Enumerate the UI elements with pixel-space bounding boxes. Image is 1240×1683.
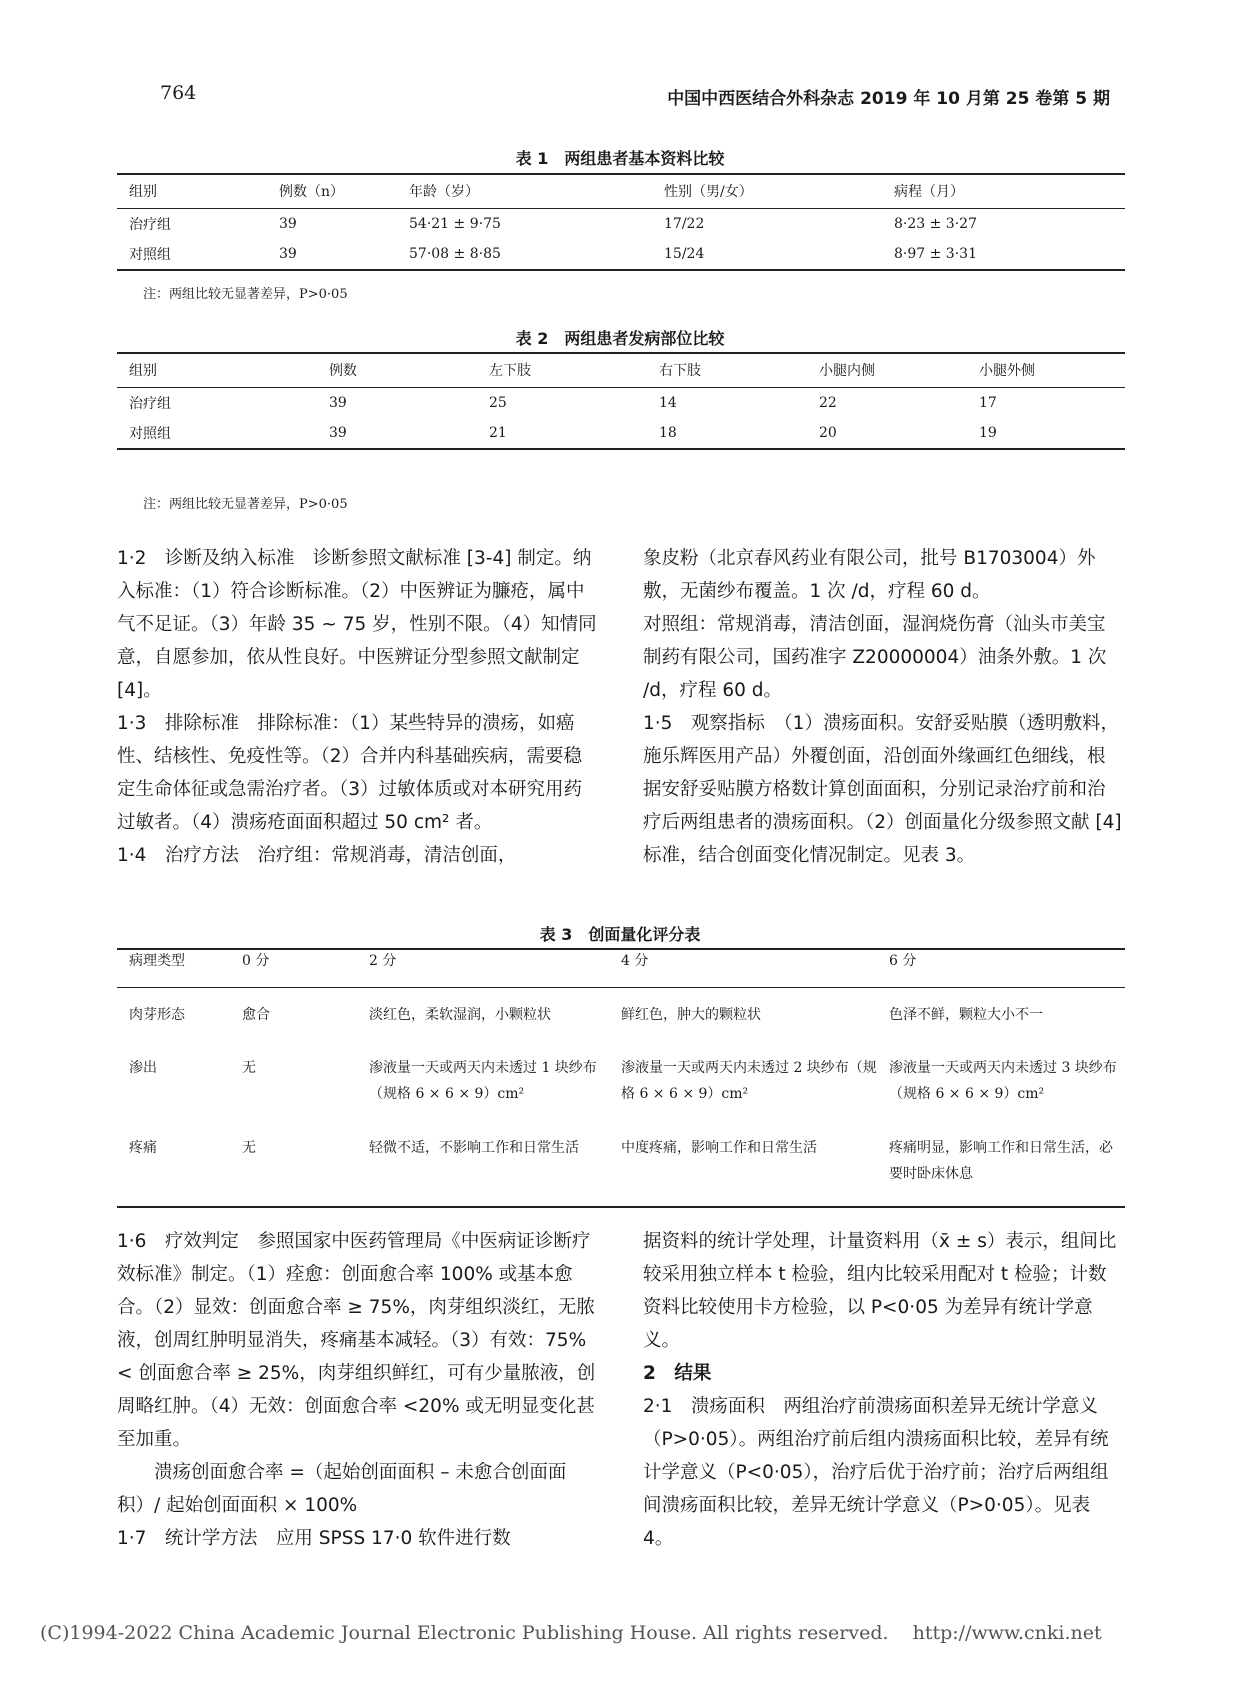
- table-header-cell: 例数（n）: [267, 174, 397, 208]
- table-header-cell: 例数: [317, 353, 477, 387]
- table2-note: 注：两组比较无显著差异，P>0·05: [143, 497, 348, 512]
- table-cell: 57·08 ± 8·85: [397, 239, 652, 270]
- table-header-cell: 病理类型: [117, 949, 230, 987]
- table-header-cell: 病程（月）: [882, 174, 1125, 208]
- table-row: [117, 1127, 1125, 1207]
- copyright-footer: [40, 1622, 1102, 1644]
- table-cell: 渗液量一天或两天内未透过 1 块纱布（规格 6 × 6 × 9）cm²: [369, 1060, 597, 1102]
- table-cell: 渗出: [129, 1060, 157, 1076]
- page-number: 764: [160, 82, 197, 104]
- table-row: [117, 987, 1125, 1045]
- paragraph: 1·3 排除标准 排除标准：（1）某些特异的溃疡，如癌性、结核性、免疫性等。（2）合并内科基础疾病，需要稳定生命体征或急需治疗者。（3）过敏体质或对本研究用药过敏者。（4）溃疡疮面面积超过 50 cm² 者。: [117, 713, 583, 833]
- table-cell: 17/22: [664, 215, 705, 232]
- paragraph: 2·1 溃疡面积 两组治疗前溃疡面积差异无统计学意义（P>0·05）。两组治疗前后组内溃疡面积比较，差异有统计学意义（P<0·05），治疗后优于治疗前；治疗后两组组间溃疡面积比较，差异无统计学意义（P>0·05）。见表 4。: [643, 1396, 1109, 1549]
- table-cell: 渗液量一天或两天内未透过 2 块纱布（规格 6 × 6 × 9）cm²: [621, 1060, 877, 1102]
- table-cell: 20: [807, 418, 967, 449]
- table-row: [117, 208, 1125, 239]
- table-cell: 渗液量一天或两天内未透过 3 块纱布（规格 6 × 6 × 9）cm²: [889, 1060, 1117, 1102]
- table-row: [117, 418, 1125, 449]
- left-column-2: [117, 1225, 597, 1555]
- table1: [117, 173, 1125, 271]
- paragraph: 据资料的统计学处理，计量资料用（x̄ ± s）表示，组间比较采用独立样本 t 检验，组内比较采用配对 t 检验；计数资料比较使用卡方检验，以 P<0·05 为差异有统计学意义。: [643, 1231, 1117, 1351]
- footer-url[interactable]: http://www.cnki.net: [912, 1622, 1102, 1644]
- table3-caption: 表 3 创面量化评分表: [539, 925, 701, 944]
- table-cell: 无: [242, 1060, 256, 1076]
- table-header-cell: 小腿外侧: [967, 353, 1125, 387]
- table-cell: 治疗组: [129, 216, 171, 233]
- right-column-2: [643, 1225, 1123, 1555]
- table-cell: 8·97 ± 3·31: [882, 239, 1125, 270]
- paragraph: 1·6 疗效判定 参照国家中医药管理局《中医病证诊断疗效标准》制定。（1）痊愈：创面愈合率 100% 或基本愈合。（2）显效：创面愈合率 ≥ 75%，肉芽组织淡红，无脓液，创周红肿明显消失，疼痛基本减轻。（3）有效：75%< 创面愈合率 ≥ 25%，肉芽组织鲜红，可有少量脓液，创周略红肿。（4）无效：创面愈合率 <20% 或无明显变化甚至加重。: [117, 1231, 596, 1450]
- table-cell: 肉芽形态: [129, 1006, 185, 1023]
- table-header-cell: 性别（男/女）: [652, 174, 882, 208]
- table-cell: 愈合: [242, 1006, 270, 1023]
- paragraph: 1·7 统计学方法 应用 SPSS 17·0 软件进行数: [117, 1528, 511, 1549]
- table-cell: 39: [317, 418, 477, 449]
- table-cell: 淡红色，柔软湿润，小颗粒状: [369, 1006, 551, 1023]
- table-cell: 15/24: [652, 239, 882, 270]
- table-header-cell: 年龄（岁）: [397, 174, 652, 208]
- table-cell: 中度疼痛，影响工作和日常生活: [609, 1127, 877, 1207]
- table-cell: 39: [267, 239, 397, 270]
- table-cell: 54·21 ± 9·75: [409, 215, 501, 232]
- table-row: [117, 239, 1125, 270]
- table2-caption: 表 2 两组患者发病部位比较: [515, 329, 725, 348]
- table-row: [117, 387, 1125, 418]
- table-header-cell: 4 分: [609, 949, 877, 987]
- copyright-text: (C)1994-2022 China Academic Journal Electronic Publishing House. All rights reserved.: [40, 1622, 889, 1644]
- table-cell: 疼痛: [117, 1127, 230, 1207]
- journal-header: 中国中西医结合外科杂志 2019 年 10 月第 25 卷第 5 期: [667, 89, 1110, 109]
- paragraph: 对照组：常规消毒，清洁创面，湿润烧伤膏（汕头市美宝制药有限公司，国药准字 Z20000004）油条外敷。1 次 /d，疗程 60 d。: [643, 614, 1107, 701]
- paragraph: 象皮粉（北京春风药业有限公司，批号 B1703004）外敷，无菌纱布覆盖。1 次 /d，疗程 60 d。: [643, 548, 1096, 602]
- table-header-cell: 组别: [117, 353, 317, 387]
- table1-note: 注：两组比较无显著差异，P>0·05: [143, 287, 348, 302]
- paragraph: 1·2 诊断及纳入标准 诊断参照文献标准 [3-4] 制定。纳入标准：（1）符合诊断标准。（2）中医辨证为臁疮，属中气不足证。（3）年龄 35 ~ 75 岁，性别不限。（4）知情同意，自愿参加，依从性良好。中医辨证分型参照文献制定 [4]。: [117, 548, 597, 701]
- table-cell: 39: [279, 215, 297, 232]
- table-header-cell: 6 分: [877, 949, 1125, 987]
- table-cell: 18: [647, 418, 807, 449]
- table1-caption: 表 1 两组患者基本资料比较: [515, 149, 725, 168]
- table-cell: 疼痛明显，影响工作和日常生活，必要时卧床休息: [877, 1127, 1125, 1207]
- table-header-cell: 小腿内侧: [807, 353, 967, 387]
- formula-paragraph: 溃疡创面愈合率 =（起始创面面积 – 未愈合创面面积）/ 起始创面面积 × 100%: [117, 1462, 567, 1516]
- table-header-cell: 2 分: [357, 949, 609, 987]
- paragraph: 1·4 治疗方法 治疗组：常规消毒，清洁创面，: [117, 845, 517, 866]
- table-cell: 治疗组: [129, 395, 171, 412]
- section-heading: 2 结果: [643, 1363, 712, 1384]
- table-cell: 17: [979, 394, 997, 411]
- table-cell: 22: [819, 394, 837, 411]
- table-row: [117, 174, 1125, 208]
- table-cell: 19: [967, 418, 1125, 449]
- table-cell: 8·23 ± 3·27: [894, 215, 977, 232]
- table-row: [117, 1045, 1125, 1127]
- table-row: [117, 353, 1125, 387]
- paragraph: 1·5 观察指标 （1）溃疡面积。安舒妥贴膜（透明敷料，施乐辉医用产品）外覆创面，沿创面外缘画红色细线，根据安舒妥贴膜方格数计算创面面积，分别记录治疗前和治疗后两组患者的溃疡面积。（2）创面量化分级参照文献 [4] 标准，结合创面变化情况制定。见表 3。: [643, 713, 1122, 866]
- table-cell: 14: [659, 394, 677, 411]
- table-cell: 25: [489, 394, 507, 411]
- right-column-1: [643, 542, 1123, 872]
- table-cell: 39: [329, 394, 347, 411]
- left-column-1: [117, 542, 597, 872]
- table-cell: 无: [230, 1127, 357, 1207]
- table-cell: 对照组: [117, 239, 267, 270]
- table3: [117, 948, 1125, 1208]
- table-cell: 21: [477, 418, 647, 449]
- table-cell: 对照组: [117, 418, 317, 449]
- table-row: [117, 949, 1125, 987]
- table-header-cell: 组别: [117, 174, 267, 208]
- table2: [117, 352, 1125, 450]
- table-header-cell: 0 分: [230, 949, 357, 987]
- table-header-cell: 右下肢: [647, 353, 807, 387]
- table-cell: 色泽不鲜，颗粒大小不一: [889, 1006, 1043, 1023]
- table-cell: 轻微不适，不影响工作和日常生活: [357, 1127, 609, 1207]
- table-header-cell: 左下肢: [477, 353, 647, 387]
- table-cell: 鲜红色，肿大的颗粒状: [621, 1006, 761, 1023]
